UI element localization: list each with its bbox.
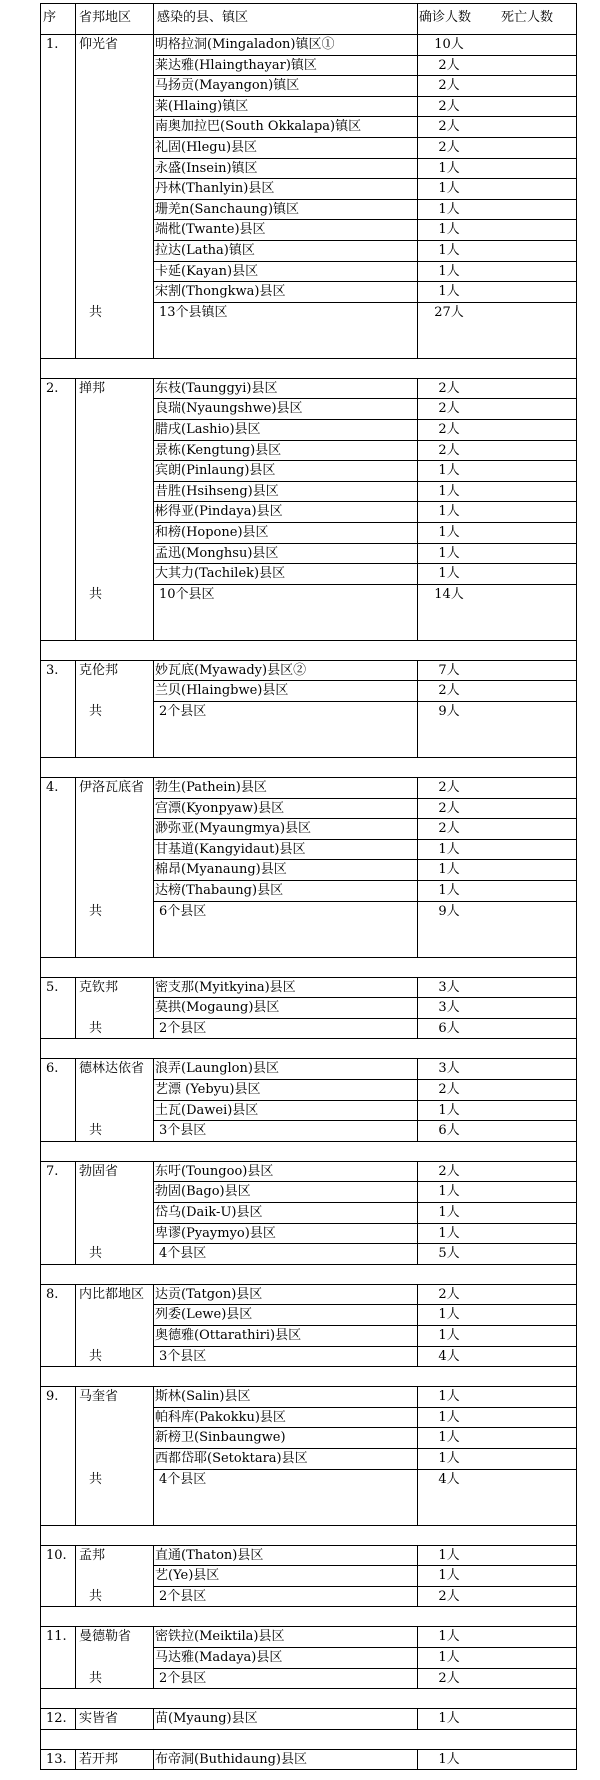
district-name: 土瓦(Dawei)县区	[155, 1102, 259, 1118]
district-name: 彬得亚(Pindaya)县区	[155, 504, 283, 520]
subtotal-districts: 10个县区	[159, 586, 215, 602]
confirmed-count: 1人	[438, 263, 460, 279]
grid-line	[75, 1545, 76, 1607]
grid-line	[75, 1284, 76, 1367]
district-name: 孟迅(Monghsu)县区	[155, 545, 279, 561]
grid-line	[417, 977, 418, 1039]
grid-line	[153, 901, 577, 902]
grid-line	[40, 1386, 41, 1526]
confirmed-count: 1人	[438, 1184, 460, 1200]
confirmed-count: 3人	[438, 979, 460, 995]
confirmed-count: 1人	[438, 1547, 460, 1563]
grid-line	[40, 1058, 41, 1142]
confirmed-count: 3人	[438, 1061, 460, 1077]
grid-line	[576, 977, 577, 1039]
grid-line	[40, 757, 577, 758]
confirmed-count: 1人	[438, 1389, 460, 1405]
grid-line	[40, 1525, 577, 1526]
confirmed-count: 1人	[438, 284, 460, 300]
group-seq: 10.	[46, 1547, 67, 1563]
group-seq: 6.	[46, 1061, 59, 1077]
district-name: 珊羌n(Sanchaung)镇区	[155, 201, 300, 217]
header-district: 感染的县、镇区	[157, 10, 249, 25]
grid-line	[40, 777, 41, 958]
confirmed-count: 1人	[438, 883, 460, 898]
header-confirmed: 确诊人数	[419, 10, 472, 25]
confirmed-count: 1人	[438, 201, 460, 217]
district-name: 密支那(Myitkyina)县区	[155, 979, 296, 995]
grid-line	[40, 1284, 41, 1367]
subtotal-confirmed: 5人	[438, 1246, 460, 1262]
group-region: 德林达依省	[79, 1061, 145, 1077]
subtotal-confirmed: 4人	[438, 1471, 460, 1487]
grid-line	[75, 34, 76, 359]
grid-line	[40, 378, 41, 641]
grid-line	[417, 1386, 418, 1526]
grid-line	[40, 957, 577, 958]
district-name: 浪弄(Launglon)县区	[155, 1061, 279, 1077]
confirmed-count: 1人	[438, 841, 460, 857]
confirmed-count: 2人	[438, 821, 460, 837]
confirmed-count: 2人	[438, 98, 460, 114]
grid-line	[40, 3, 577, 4]
district-name: 东枝(Taunggyi)县区	[155, 380, 278, 396]
confirmed-count: 2人	[438, 422, 460, 437]
grid-line	[75, 3, 76, 35]
confirmed-count: 1人	[438, 1650, 460, 1665]
district-name: 布帝洞(Buthidaung)县区	[155, 1751, 307, 1767]
grid-line	[576, 358, 577, 379]
district-name: 岱乌(Daik-U)县区	[155, 1205, 263, 1220]
group-seq: 5.	[46, 979, 59, 995]
group-seq: 11.	[46, 1629, 67, 1645]
grid-line	[576, 1688, 577, 1709]
grid-line	[40, 3, 41, 35]
confirmed-count: 1人	[438, 1205, 460, 1220]
group-region: 仰光省	[79, 37, 119, 52]
district-name: 宋割(Thongkwa)县区	[155, 284, 286, 300]
district-name: 达榜(Thabaung)县区	[155, 883, 284, 898]
grid-line	[576, 1729, 577, 1750]
grid-line	[40, 1545, 41, 1607]
grid-line	[40, 1545, 577, 1546]
subtotal-districts: 2个县区	[159, 704, 207, 719]
grid-line	[40, 1161, 577, 1162]
confirmed-count: 2人	[438, 1163, 460, 1179]
grid-line	[75, 977, 76, 1039]
subtotal-confirmed: 2人	[438, 1670, 460, 1686]
grid-line	[153, 1284, 154, 1367]
group-region: 若开邦	[79, 1751, 119, 1767]
grid-line	[40, 34, 41, 359]
district-name: 渺弥亚(Myaungmya)县区	[155, 821, 312, 837]
grid-line	[153, 1626, 154, 1689]
grid-line	[576, 1038, 577, 1059]
confirmed-count: 1人	[438, 862, 460, 878]
district-name: 卑谬(Pyaymyo)县区	[155, 1225, 276, 1241]
subtotal-districts: 2个县区	[159, 1020, 207, 1036]
grid-line	[40, 1708, 577, 1709]
grid-line	[576, 1606, 577, 1627]
grid-line	[576, 1386, 577, 1526]
grid-line	[75, 660, 76, 758]
grid-line	[40, 957, 41, 978]
confirmed-count: 1人	[438, 1568, 460, 1584]
grid-line	[417, 777, 418, 958]
group-region: 掸邦	[79, 380, 106, 396]
confirmed-count: 1人	[438, 1307, 460, 1323]
group-region: 曼德勒省	[79, 1629, 132, 1645]
district-name: 密铁拉(Meiktila)县区	[155, 1629, 285, 1645]
district-name: 妙瓦底(Myawady)县区②	[155, 662, 307, 678]
district-name: 棉昂(Myanaung)县区	[155, 862, 287, 878]
grid-line	[40, 1366, 577, 1367]
district-name: 东吁(Toungoo)县区	[155, 1163, 274, 1179]
group-region: 孟邦	[79, 1547, 106, 1563]
district-name: 兰贝(Hlaingbwe)县区	[155, 683, 289, 699]
confirmed-count: 1人	[438, 504, 460, 520]
confirmed-count: 2人	[438, 380, 460, 396]
grid-line	[153, 1161, 154, 1265]
confirmed-count: 1人	[438, 1102, 460, 1118]
group-seq: 1.	[46, 37, 59, 52]
district-name: 西都岱耶(Setoktara)县区	[155, 1451, 308, 1466]
grid-line	[576, 640, 577, 661]
grid-line	[576, 1626, 577, 1689]
subtotal-label: 共	[89, 1348, 103, 1364]
grid-line	[417, 1626, 418, 1689]
grid-line	[153, 660, 154, 758]
confirmed-count: 2人	[438, 119, 460, 135]
grid-line	[417, 660, 418, 758]
grid-line	[153, 1668, 577, 1669]
group-seq: 8.	[46, 1286, 59, 1302]
subtotal-confirmed: 6人	[438, 1020, 460, 1036]
grid-line	[40, 640, 577, 641]
district-name: 勃生(Pathein)县区	[155, 780, 267, 795]
district-name: 卡延(Kayan)县区	[155, 263, 259, 279]
subtotal-districts: 4个县区	[159, 1471, 207, 1487]
subtotal-districts: 2个县区	[159, 1588, 207, 1604]
district-name: 莱(Hlaing)镇区	[155, 98, 249, 114]
district-name: 甘基道(Kangyidaut)县区	[155, 841, 306, 857]
confirmed-count: 7人	[438, 662, 460, 678]
subtotal-label: 共	[89, 304, 103, 320]
grid-line	[40, 1749, 577, 1750]
district-name: 帕科库(Pakokku)县区	[155, 1409, 286, 1425]
grid-line	[153, 584, 577, 585]
confirmed-count: 1人	[438, 1409, 460, 1425]
grid-line	[576, 1058, 577, 1142]
grid-line	[153, 1018, 577, 1019]
group-seq: 9.	[46, 1389, 59, 1405]
district-name: 莫拱(Mogaung)县区	[155, 1000, 280, 1016]
confirmed-count: 2人	[438, 1082, 460, 1097]
grid-line	[40, 1366, 41, 1387]
district-name: 永盛(Insein)镇区	[155, 160, 258, 176]
confirmed-count: 2人	[438, 140, 460, 155]
grid-line	[153, 378, 154, 641]
grid-line	[153, 1386, 154, 1526]
group-region: 内比都地区	[79, 1286, 145, 1302]
subtotal-districts: 2个县区	[159, 1670, 207, 1686]
grid-line	[153, 1749, 154, 1770]
grid-line	[576, 757, 577, 778]
grid-line	[576, 1545, 577, 1607]
subtotal-districts: 6个县区	[159, 903, 207, 919]
grid-line	[75, 777, 76, 958]
district-name: 奥德雅(Ottarathiri)县区	[155, 1328, 302, 1343]
confirmed-count: 2人	[438, 683, 460, 699]
confirmed-count: 1人	[438, 1430, 460, 1446]
confirmed-count: 1人	[438, 1751, 460, 1767]
district-name: 斯林(Salin)县区	[155, 1389, 251, 1405]
group-seq: 4.	[46, 780, 59, 795]
subtotal-label: 共	[89, 1246, 103, 1262]
group-region: 勃固省	[79, 1163, 119, 1179]
grid-line	[40, 358, 41, 379]
grid-line	[153, 34, 154, 359]
grid-line	[153, 777, 154, 958]
subtotal-confirmed: 9人	[438, 704, 460, 719]
grid-line	[153, 1586, 577, 1587]
confirmed-count: 1人	[438, 243, 460, 258]
district-name: 端枇(Twante)县区	[155, 222, 266, 238]
subtotal-label: 共	[89, 1020, 103, 1036]
subtotal-districts: 3个县区	[159, 1123, 207, 1139]
grid-line	[40, 1708, 41, 1730]
district-name: 昔胜(Hsihseng)县区	[155, 483, 279, 499]
grid-line	[40, 1038, 41, 1059]
grid-line	[40, 1729, 577, 1730]
grid-line	[75, 1708, 76, 1730]
grid-line	[153, 3, 154, 35]
district-name: 列委(Lewe)县区	[155, 1307, 253, 1323]
district-name: 明格拉洞(Mingaladon)镇区①	[155, 37, 335, 52]
grid-line	[40, 1038, 577, 1039]
group-seq: 12.	[46, 1711, 67, 1727]
district-name: 宫漂(Kyonpyaw)县区	[155, 800, 285, 816]
grid-line	[40, 1688, 41, 1709]
subtotal-label: 共	[89, 1588, 103, 1604]
grid-line	[576, 957, 577, 978]
grid-line	[40, 1161, 41, 1265]
subtotal-label: 共	[89, 1471, 103, 1487]
header-deaths: 死亡人数	[501, 10, 554, 25]
confirmed-count: 1人	[438, 566, 460, 582]
district-name: 新榜卫(Sinbaungwe)	[155, 1430, 286, 1446]
grid-line	[576, 1749, 577, 1770]
grid-line	[576, 34, 577, 359]
header-region: 省邦地区	[79, 10, 132, 25]
grid-line	[153, 701, 577, 702]
confirmed-count: 1人	[438, 1451, 460, 1466]
grid-line	[75, 1749, 76, 1770]
grid-line	[75, 1058, 76, 1142]
grid-line	[417, 1058, 418, 1142]
grid-line	[417, 1161, 418, 1265]
confirmed-count: 1人	[438, 222, 460, 238]
grid-line	[417, 34, 418, 359]
confirmed-count: 1人	[438, 181, 460, 197]
grid-line	[40, 1606, 577, 1607]
grid-line	[417, 378, 418, 641]
grid-line	[40, 660, 41, 758]
district-name: 艺漂 (Yebyu)县区	[155, 1082, 261, 1097]
subtotal-confirmed: 27人	[434, 304, 464, 320]
grid-line	[40, 1264, 41, 1285]
district-name: 丹林(Thanlyin)县区	[155, 181, 275, 197]
grid-line	[40, 1769, 577, 1770]
district-name: 宾朗(Pinlaung)县区	[155, 463, 276, 479]
confirmed-count: 2人	[438, 1286, 460, 1302]
grid-line	[576, 1366, 577, 1387]
confirmed-count: 1人	[438, 483, 460, 499]
grid-line	[40, 977, 41, 1039]
grid-line	[576, 777, 577, 958]
district-name: 莱达雅(Hlaingthayar)镇区	[155, 57, 317, 73]
confirmed-count: 2人	[438, 800, 460, 816]
district-name: 礼固(Hlegu)县区	[155, 140, 258, 155]
grid-line	[576, 378, 577, 641]
subtotal-confirmed: 2人	[438, 1588, 460, 1604]
confirmed-count: 1人	[438, 1328, 460, 1343]
grid-line	[576, 1141, 577, 1162]
grid-line	[153, 1708, 154, 1730]
group-region: 克伦邦	[79, 662, 119, 678]
grid-line	[576, 1525, 577, 1546]
grid-line	[40, 1386, 577, 1387]
grid-line	[40, 1688, 577, 1689]
district-name: 马扬贡(Mayangon)镇区	[155, 78, 300, 94]
district-name: 直通(Thaton)县区	[155, 1547, 264, 1563]
district-name: 苗(Myaung)县区	[155, 1711, 258, 1727]
grid-line	[417, 1708, 418, 1730]
confirmed-count: 1人	[438, 1711, 460, 1727]
grid-line	[40, 358, 577, 359]
district-name: 勃固(Bago)县区	[155, 1184, 251, 1200]
subtotal-label: 共	[89, 704, 103, 719]
confirmed-count: 2人	[438, 442, 460, 458]
grid-line	[40, 640, 41, 661]
subtotal-districts: 3个县区	[159, 1348, 207, 1364]
grid-line	[40, 1141, 577, 1142]
confirmed-count: 1人	[438, 525, 460, 540]
grid-line	[576, 1708, 577, 1730]
confirmed-count: 1人	[438, 463, 460, 479]
district-name: 南奥加拉巴(South Okkalapa)镇区	[155, 119, 362, 135]
grid-line	[576, 1161, 577, 1265]
grid-line	[40, 1729, 41, 1750]
confirmed-count: 3人	[438, 1000, 460, 1016]
district-name: 良瑞(Nyaungshwe)县区	[155, 401, 303, 417]
subtotal-label: 共	[89, 1670, 103, 1686]
group-seq: 7.	[46, 1163, 59, 1179]
confirmed-count: 2人	[438, 780, 460, 795]
group-seq: 3.	[46, 662, 59, 678]
grid-line	[576, 1264, 577, 1285]
district-name: 马达雅(Madaya)县区	[155, 1650, 283, 1665]
subtotal-confirmed: 4人	[438, 1348, 460, 1364]
confirmed-count: 2人	[438, 57, 460, 73]
district-name: 景栋(Kengtung)县区	[155, 442, 282, 458]
confirmed-count: 1人	[438, 1629, 460, 1645]
grid-line	[40, 977, 577, 978]
grid-line	[75, 1626, 76, 1689]
grid-line	[576, 1284, 577, 1367]
subtotal-label: 共	[89, 903, 103, 919]
confirmed-count: 2人	[438, 78, 460, 94]
subtotal-label: 共	[89, 586, 103, 602]
grid-line	[417, 1545, 418, 1607]
grid-line	[40, 1141, 41, 1162]
grid-line	[75, 378, 76, 641]
confirmed-count: 10人	[434, 37, 464, 52]
grid-line	[153, 1058, 154, 1142]
district-name: 拉达(Latha)镇区	[155, 243, 255, 258]
grid-line	[153, 1545, 154, 1607]
grid-line	[40, 1264, 577, 1265]
district-name: 达贡(Tatgon)县区	[155, 1286, 263, 1302]
confirmed-count: 2人	[438, 401, 460, 417]
confirmed-count: 1人	[438, 545, 460, 561]
grid-line	[417, 1749, 418, 1770]
grid-line	[153, 1120, 577, 1121]
subtotal-label: 共	[89, 1123, 103, 1139]
subtotal-confirmed: 14人	[434, 586, 464, 602]
confirmed-count: 1人	[438, 1225, 460, 1241]
confirmed-count: 1人	[438, 160, 460, 176]
subtotal-districts: 4个县区	[159, 1246, 207, 1262]
grid-line	[40, 1525, 41, 1546]
grid-line	[40, 1749, 41, 1770]
group-region: 马奎省	[79, 1389, 119, 1405]
grid-line	[75, 1386, 76, 1526]
grid-line	[40, 757, 41, 778]
grid-line	[153, 1346, 577, 1347]
grid-line	[40, 660, 577, 661]
grid-line	[576, 660, 577, 758]
grid-line	[153, 1469, 577, 1470]
header-seq: 序	[43, 10, 57, 25]
group-seq: 13.	[46, 1751, 67, 1767]
grid-line	[40, 1626, 41, 1689]
group-region: 伊洛瓦底省	[79, 780, 145, 795]
grid-line	[75, 1161, 76, 1265]
district-name: 腊戌(Lashio)县区	[155, 422, 261, 437]
subtotal-confirmed: 6人	[438, 1123, 460, 1139]
subtotal-districts: 13个县镇区	[159, 304, 228, 320]
district-name: 大其力(Tachilek)县区	[155, 566, 286, 582]
district-name: 和榜(Hopone)县区	[155, 525, 269, 540]
grid-line	[417, 3, 418, 35]
grid-line	[576, 3, 577, 35]
group-region: 克钦邦	[79, 979, 119, 995]
grid-line	[40, 1606, 41, 1627]
group-region: 实皆省	[79, 1711, 119, 1727]
grid-line	[417, 1284, 418, 1367]
group-seq: 2.	[46, 380, 59, 396]
grid-line	[153, 1243, 577, 1244]
grid-line	[153, 977, 154, 1039]
grid-line	[40, 378, 577, 379]
district-name: 艺(Ye)县区	[155, 1568, 220, 1584]
subtotal-confirmed: 9人	[438, 903, 460, 919]
